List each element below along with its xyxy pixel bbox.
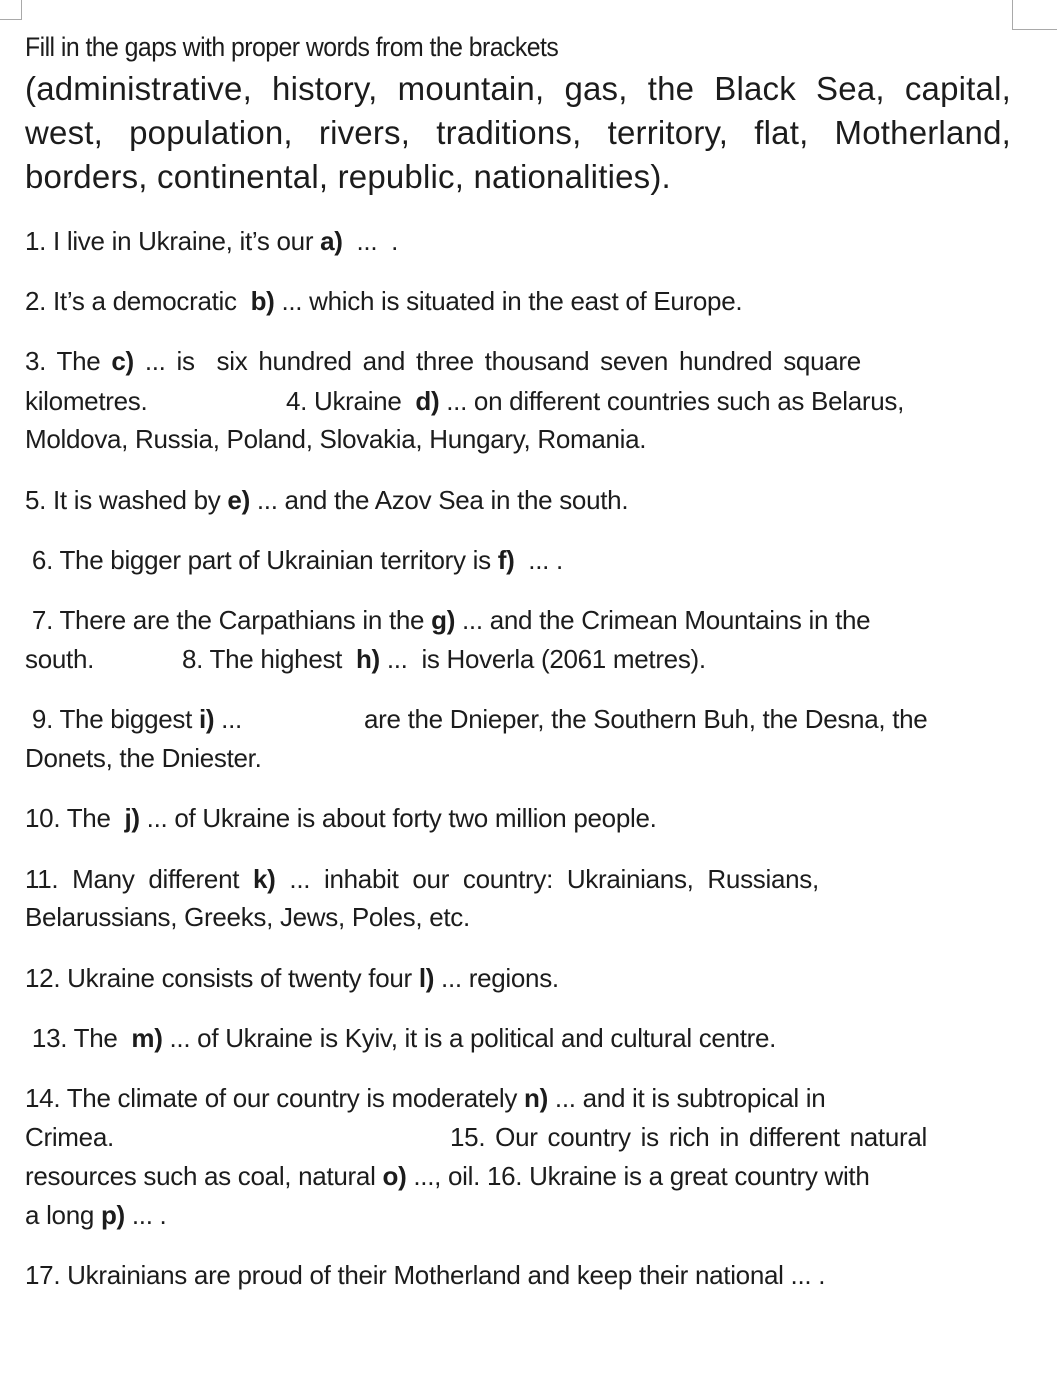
gap-label-m: m)	[131, 1023, 163, 1053]
sentence-13	[25, 1020, 1011, 1056]
gap-label-d: d)	[415, 386, 440, 416]
gap-label-e: e)	[227, 485, 250, 515]
sentence-9-continued: Donets, the Dniester.	[25, 743, 262, 773]
sentence-text: ... .	[124, 1200, 167, 1230]
sentence-10	[25, 800, 1011, 836]
word-bank-line-1: (administrative, history, mountain, gas, the Black Sea, capital,	[25, 70, 1011, 107]
sentence-7	[25, 602, 1011, 638]
sentence-text: ...	[214, 704, 242, 734]
sentence-text: ..., oil. 16. Ukraine is a great country with	[406, 1161, 870, 1191]
sentence-text: ... inhabit our country: Ukrainians, Russians,	[275, 864, 819, 894]
sentence-6	[25, 542, 1011, 578]
sentence-text: south.	[25, 644, 95, 674]
sentence-text: 15. Our country is rich in different natural	[450, 1122, 927, 1152]
sentence-text: 4. Ukraine	[286, 386, 416, 416]
sentence-2	[25, 283, 1011, 319]
sentence-text: 2. It’s a democratic	[25, 286, 251, 316]
sentence-3	[25, 343, 1011, 379]
sentence-text: Crimea.	[25, 1122, 114, 1152]
sentence-16-continued	[25, 1197, 1011, 1233]
word-bank-line-2: west, population, rivers, traditions, territory, flat, Motherland,	[25, 114, 1011, 151]
gap-label-a: a)	[320, 226, 343, 256]
page-corner-mark-right	[1012, 0, 1057, 30]
sentence-4	[286, 383, 1011, 419]
sentence-text: 9. The biggest	[25, 704, 199, 734]
gap-label-c: c)	[111, 346, 134, 376]
sentence-text: ... of Ukraine is about forty two million people.	[139, 803, 657, 833]
gap-label-k: k)	[253, 864, 276, 894]
sentence-text: ... which is situated in the east of Europe.	[274, 286, 743, 316]
sentence-15-continued	[25, 1158, 1011, 1194]
sentence-text: 7. There are the Carpathians in the	[25, 605, 432, 635]
sentence-8	[182, 641, 1011, 677]
sentence-text: 1. I live in Ukraine, it’s our	[25, 226, 321, 256]
sentence-text: ... is Hoverla (2061 metres).	[379, 644, 706, 674]
sentence-12	[25, 960, 1011, 996]
sentence-17: 17. Ukrainians are proud of their Motherland and keep their national ... .	[25, 1260, 826, 1290]
gap-label-n: n)	[524, 1083, 548, 1113]
sentence-11-continued: Belarussians, Greeks, Jews, Poles, etc.	[25, 902, 470, 932]
gap-label-p: p)	[100, 1200, 125, 1230]
sentence-text: ... on different countries such as Belarus,	[439, 386, 905, 416]
sentence-11	[25, 861, 1011, 897]
sentence-text: 6. The bigger part of Ukrainian territory is	[25, 545, 498, 575]
sentence-text: 11. Many different	[25, 864, 254, 894]
page-corner-mark-left	[0, 0, 22, 20]
sentence-text: kilometres.	[25, 386, 148, 416]
sentence-text: ... .	[514, 545, 563, 575]
sentence-text: ... and the Azov Sea in the south.	[249, 485, 629, 515]
sentence-text: ... is six hundred and three thousand seven hundred square	[133, 346, 861, 376]
sentence-9-tail: are the Dnieper, the Southern Buh, the Desna, the	[364, 704, 928, 734]
gap-label-l: l)	[418, 963, 435, 993]
gap-label-f: f)	[497, 545, 515, 575]
sentence-text: 14. The climate of our country is moderately	[25, 1083, 525, 1113]
sentence-text: resources such as coal, natural	[25, 1161, 383, 1191]
sentence-text: ... of Ukraine is Kyiv, it is a political and cultural centre.	[162, 1023, 777, 1053]
gap-label-b: b)	[250, 286, 275, 316]
sentence-14	[25, 1080, 1011, 1116]
word-bank-line-3: borders, continental, republic, nationalities).	[25, 158, 671, 195]
sentence-text: 8. The highest	[182, 644, 356, 674]
sentence-text: 10. The	[25, 803, 125, 833]
task-heading: Fill in the gaps with proper words from the brackets	[25, 32, 559, 62]
sentence-text: 5. It is washed by	[25, 485, 228, 515]
sentence-text: a long	[25, 1200, 101, 1230]
sentence-text: ... .	[342, 226, 399, 256]
gap-label-j: j)	[124, 803, 140, 833]
gap-label-h: h)	[355, 644, 380, 674]
gap-label-i: i)	[198, 704, 215, 734]
gap-label-g: g)	[431, 605, 456, 635]
sentence-text: ... regions.	[434, 963, 559, 993]
sentence-4-continued: Moldova, Russia, Poland, Slovakia, Hungary, Romania.	[25, 424, 647, 454]
sentence-text: 3. The	[25, 346, 112, 376]
sentence-15	[450, 1119, 1011, 1155]
sentence-text: 13. The	[25, 1023, 132, 1053]
sentence-text: ... and it is subtropical in	[548, 1083, 826, 1113]
sentence-text: ... and the Crimean Mountains in the	[455, 605, 871, 635]
gap-label-o: o)	[382, 1161, 407, 1191]
sentence-5	[25, 482, 1011, 518]
sentence-text: 12. Ukraine consists of twenty four	[25, 963, 419, 993]
sentence-1	[25, 223, 1011, 259]
